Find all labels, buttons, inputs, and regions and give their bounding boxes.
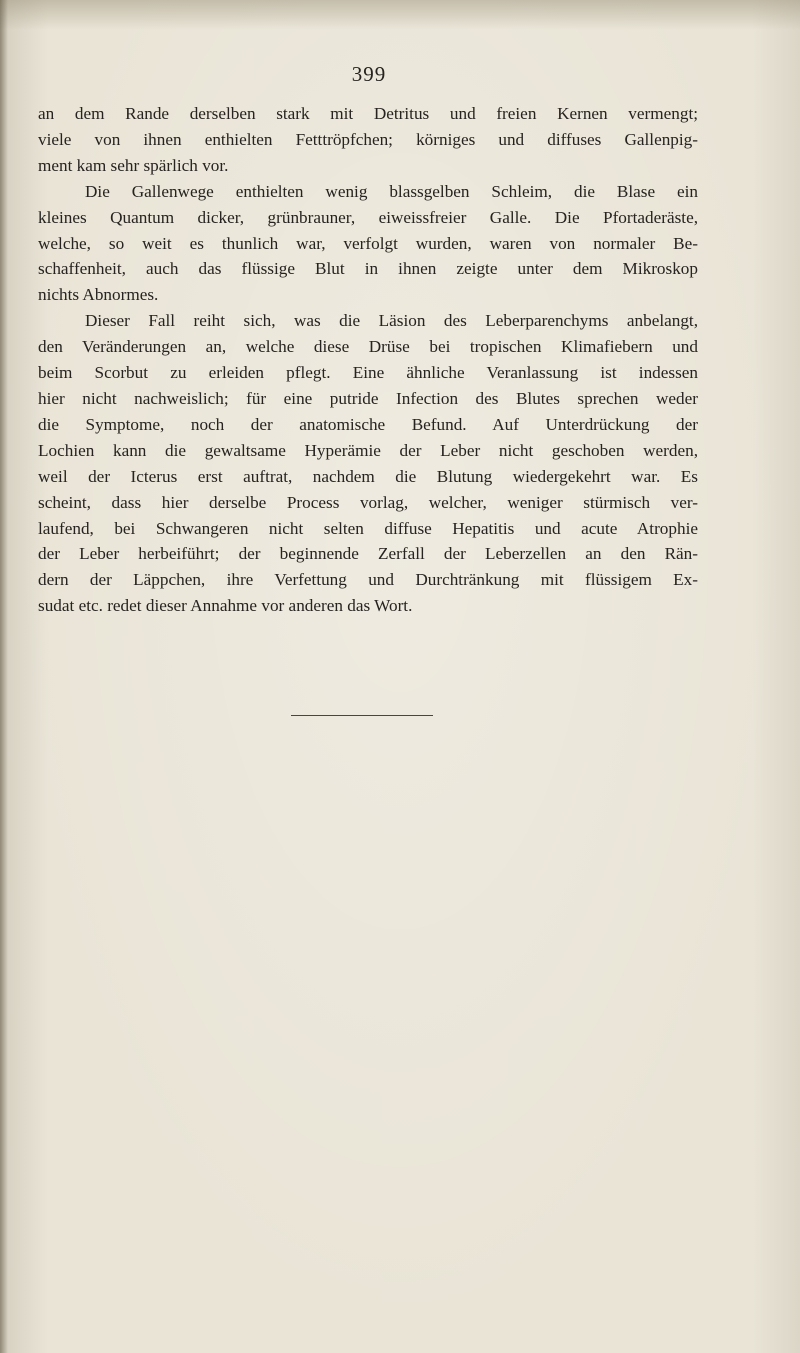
text-line: schaffenheit, auch das flüssige Blut in ihnen zeigte unter dem Mikroskop [38, 259, 698, 279]
text-line: beim Scorbut zu erleiden pflegt. Eine ähnliche Veranlassung ist indessen [38, 363, 698, 383]
text-line: Die Gallenwege enthielten wenig blassgelben Schleim, die Blase ein [85, 181, 698, 201]
text-line: nichts Abnormes. [38, 285, 159, 305]
body-text [38, 101, 698, 619]
text-line: an dem Rande derselben stark mit Detritus und freien Kernen vermengt; [38, 104, 698, 123]
text-line: scheint, dass hier derselbe Process vorlag, welcher, weniger stürmisch ver- [38, 492, 698, 512]
text-line: der Leber herbeiführt; der beginnende Zerfall der Leberzellen an den Rän- [38, 544, 698, 564]
text-line: Lochien kann die gewaltsame Hyperämie der Leber nicht geschoben werden, [38, 440, 698, 460]
text-line: den Veränderungen an, welche diese Drüse bei tropischen Klimafiebern und [38, 337, 698, 357]
paragraph-1 [38, 101, 698, 179]
text-line: dern der Läppchen, ihre Verfettung und Durchtränkung mit flüssigem Ex- [38, 570, 698, 590]
text-line: sudat etc. redet dieser Annahme vor anderen das Wort. [38, 596, 413, 616]
text-line: Dieser Fall reiht sich, was die Läsion des Leberparenchyms anbelangt, [85, 311, 698, 331]
text-line: welche, so weit es thunlich war, verfolgt wurden, waren von normaler Be- [38, 233, 698, 253]
section-end-rule [291, 715, 433, 716]
paragraph-2 [38, 179, 698, 309]
text-line: ment kam sehr spärlich vor. [38, 155, 229, 175]
text-line: viele von ihnen enthielten Fetttröpfchen; körniges und diffuses Gallenpig- [38, 129, 698, 149]
text-line: hier nicht nachweislich; für eine putride Infection des Blutes sprechen weder [38, 388, 698, 408]
paragraph-3 [38, 308, 698, 619]
page-shadow-top [0, 0, 800, 30]
text-line: laufend, bei Schwangeren nicht selten diffuse Hepatitis und acute Atrophie [38, 518, 698, 538]
page-number: 399 [351, 62, 387, 86]
text-line: weil der Icterus erst auftrat, nachdem die Blutung wiedergekehrt war. Es [38, 466, 698, 486]
text-line: die Symptome, noch der anatomische Befund. Auf Unterdrückung der [38, 414, 698, 434]
page-binding-edge [0, 0, 8, 1353]
text-line: kleines Quantum dicker, grünbrauner, eiweissfreier Galle. Die Pfortaderäste, [38, 207, 698, 227]
